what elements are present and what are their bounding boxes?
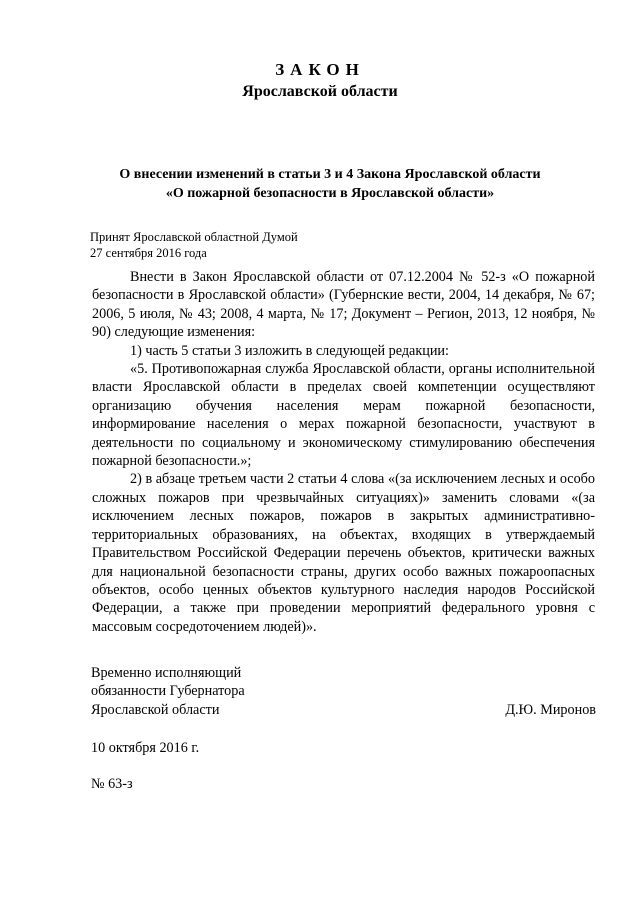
signatory-title-line-1: Временно исполняющий	[91, 665, 242, 681]
law-heading-line-1: О внесении изменений в статьи 3 и 4 Закона Ярославской области	[119, 167, 541, 182]
amendment-quote: «5. Противопожарная служба Ярославской области, органы исполнительной власти Ярославской области в пределах своей компетенции осуществляют организацию обучения населения мерам пожарной безопасности, информирование населения о мерах пожарной безопасности, участвуют в деятельности по социальному и экономическому стимулированию обеспечения пожарной безопасности.»;	[92, 361, 595, 470]
law-body	[92, 268, 595, 636]
signatory-name: Д.Ю. Миронов	[505, 701, 596, 718]
adoption-body: Принят Ярославской областной Думой	[90, 230, 298, 244]
law-heading	[80, 165, 580, 203]
adoption-note	[90, 229, 298, 261]
signature-block	[91, 664, 596, 719]
intro-paragraph: Внести в Закон Ярославской области от 07.12.2004 № 52-з «О пожарной безопасности в Ярославской области» (Губернские вести, 2004, 14 декабря, № 67; 2006, 5 июля, № 43; 2008, 4 марта, № 17; Документ – Регион, 2013, 12 ноября, № 90) следующие изменения:	[92, 269, 595, 341]
adoption-date: 27 сентября 2016 года	[90, 246, 207, 260]
amendment-item-1: 1) часть 5 статьи 3 изложить в следующей редакции:	[130, 342, 449, 359]
signatory-title-line-3: Ярославской области	[91, 701, 220, 718]
amendment-item-2: 2) в абзаце третьем части 2 статьи 4 слова «(за исключением лесных и особо сложных пожаров при чрезвычайных ситуациях)» заменить словами «(за исключением лесных пожаров, пожаров в закрытых административно-территориальных образованиях, на объектах, входящих в утверждаемый Правительством Российской Федерации перечень объектов, критически важных для национальной безопасности страны, других особо важных пожароопасных объектов, особо ценных объектов культурного наследия народов Российской Федерации, а также при проведении мероприятий федерального уровня с массовым сосредоточением людей)».	[92, 471, 595, 635]
document-title: ЗАКОН	[275, 60, 365, 79]
law-number: № 63-з	[91, 776, 133, 792]
signatory-title-line-2: обязанности Губернатора	[91, 683, 245, 700]
signing-date: 10 октября 2016 г.	[91, 740, 200, 756]
law-heading-line-2: «О пожарной безопасности в Ярославской области»	[165, 186, 495, 201]
document-region: Ярославской области	[242, 83, 398, 100]
